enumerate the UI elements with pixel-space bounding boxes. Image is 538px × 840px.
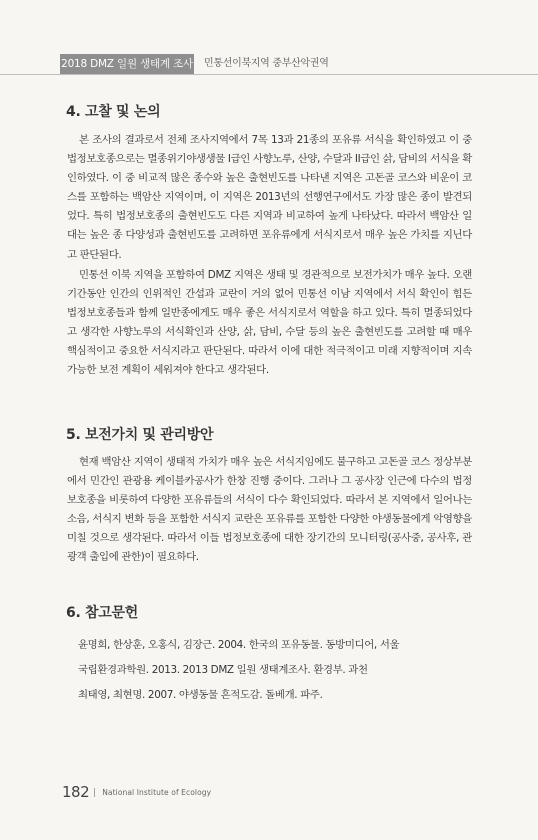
discussion-paragraph-2: 민통선 이북 지역을 포함하여 DMZ 지역은 생태 및 경관적으로 보전가치가 매우 높다. 오랜 기간동안 인간의 인위적인 간섭과 교란이 거의 없어 민통선 이남 지역에서 서식 확인이 힘든 법정보호종들과 함께 일반종에게도 매우 좋은 서식지로서 역할을 하고 있다. 특히 멸종되었다고 생각한 사향노루의 서식확인과 산양, 삵, 담비, 수달 등의 높은 출현빈도를 고려할 때 매우 핵심적이고 중요한 서식지라고 판단된다. 따라서 이에 대한 적극적이고 미래 지향적이며 지속가능한 보전 계획이 세워져야 한다고 생각된다. <box>67 269 472 377</box>
section-title-references: 6. 참고문헌 <box>66 605 138 621</box>
discussion-paragraph-1: 본 조사의 결과로서 전체 조사지역에서 7목 13과 21종의 포유류 서식을 확인하였고 이 중 법정보호종으로는 멸종위기야생생물 I급인 사향노루, 산양, 수달과 II급인 삵, 담비의 서식을 확인하였다. 이 중 비교적 많은 종수와 높은 출현빈도를 나타낸 지역은 고돈골 코스와 비운이 코스를 포함하는 백암산 지역이며, 이 지역은 2013년의 선행연구에서도 가장 많은 종이 발견되었다. 특히 법정보호종의 출현빈도도 다른 지역과 비교하여 높게 나타났다. 따라서 백암산 일대는 높은 종 다양성과 출현빈도를 고려하면 포유류에게 서식지로서 매우 높은 가치를 지닌다고 판단된다. <box>67 134 472 261</box>
section-title-discussion: 4. 고찰 및 논의 <box>66 104 161 120</box>
section-title-conservation: 5. 보전가치 및 관리방안 <box>66 427 214 443</box>
footer-institute-name: National Institute of Ecology <box>102 788 212 797</box>
running-header <box>0 54 538 75</box>
conservation-paragraph: 현재 백암산 지역이 생태적 가치가 매우 높은 서식지임에도 불구하고 고돈골 코스 정상부분에서 민간인 관광용 케이블카공사가 한창 진행 중이다. 그러나 그 공사장 인근에 다수의 법정보호종을 비롯하여 다양한 포유류들의 서식이 다수 확인되었다. 따라서 본 지역에서 일어나는 소음, 서식지 변화 등을 포함한 서식지 교란은 포유류를 포함한 다양한 야생동물에게 악영향을 미칠 것으로 생각된다. 따라서 이들 법정보호종에 대한 장기간의 모니터링(공사중, 공사후, 관광객 출입에 관한)이 필요하다. <box>67 456 472 564</box>
page-footer <box>62 782 211 801</box>
reference-item: 최태영, 최현명. 2007. 야생동물 흔적도감. 돌베개. 파주. <box>78 689 323 701</box>
header-report-title: 2018 DMZ 일원 생태계 조사 <box>60 54 194 74</box>
header-region-subtitle: 민통선이북지역 중부산악권역 <box>204 58 329 69</box>
reference-item: 국립환경과학원. 2013. 2013 DMZ 일원 생태계조사. 환경부. 과천 <box>78 664 368 676</box>
footer-separator: | <box>93 788 97 798</box>
page-number: 182 <box>62 783 90 801</box>
reference-item: 윤명희, 한상훈, 오홍식, 김장근. 2004. 한국의 포유동물. 동방미디어, 서울 <box>78 639 400 651</box>
